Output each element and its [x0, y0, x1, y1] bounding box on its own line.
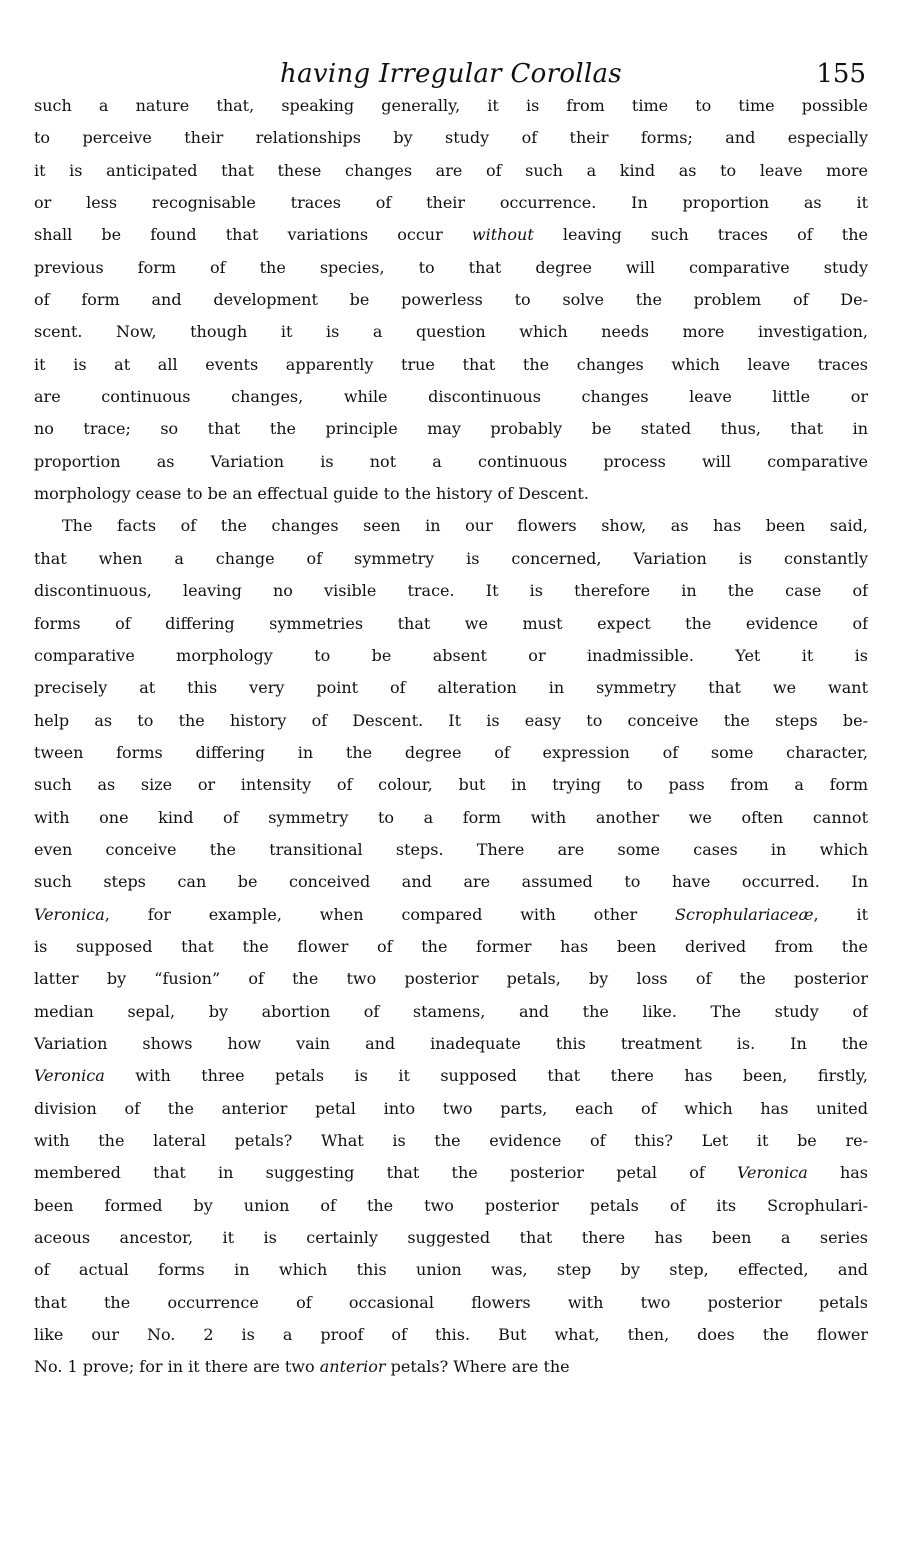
text-line	[34, 1325, 868, 1357]
text-line	[34, 96, 868, 128]
text-line	[34, 1260, 868, 1292]
italic-text: without	[471, 225, 534, 245]
text-run: with one kind of symmetry to a form with another we often cannot	[34, 807, 868, 827]
text-line	[34, 1131, 868, 1163]
text-run: shall be found that variations occur	[34, 225, 472, 245]
text-line	[34, 128, 868, 160]
text-line	[34, 905, 868, 937]
text-line	[34, 614, 868, 646]
text-line	[34, 161, 868, 193]
text-line	[34, 1066, 868, 1098]
text-line	[34, 646, 868, 678]
text-run: median sepal, by abortion of stamens, and the like. The study of	[34, 1001, 868, 1021]
text-run: tween forms differing in the degree of expression of some character,	[34, 742, 868, 762]
text-line	[34, 322, 868, 354]
text-line	[34, 516, 868, 548]
text-line	[34, 484, 868, 516]
text-line	[34, 678, 868, 710]
text-line	[34, 1163, 868, 1195]
text-line	[34, 290, 868, 322]
text-line	[34, 775, 868, 807]
text-run: with the lateral petals? What is the evidence of this? Let it be re-	[34, 1131, 868, 1150]
paragraph	[34, 96, 868, 516]
text-run: aceous ancestor, it is certainly suggested that there has been a series	[34, 1228, 868, 1248]
text-line	[34, 872, 868, 904]
text-line	[34, 1034, 868, 1066]
text-run: proportion as Variation is not a continuous process will comparative	[34, 451, 868, 471]
text-line	[34, 225, 868, 257]
text-line	[34, 840, 868, 872]
italic-text: Veronica	[34, 1066, 105, 1086]
text-line	[34, 1002, 868, 1034]
text-run: like our No. 2 is a proof of this. But what, then, does the flower	[34, 1325, 868, 1345]
text-line	[34, 1196, 868, 1228]
text-run: previous form of the species, to that degree will comparative study	[34, 257, 868, 277]
text-line	[34, 808, 868, 840]
italic-text: Veronica	[736, 1163, 808, 1183]
text-line	[34, 937, 868, 969]
text-run: latter by “fusion” of the two posterior petals, by loss of the posterior	[34, 969, 868, 989]
text-line	[34, 1357, 868, 1389]
text-run: No. 1 prove; for in it there are two	[34, 1357, 320, 1377]
text-run: comparative morphology to be absent or inadmissible. Yet it is	[34, 645, 868, 665]
page-header	[34, 58, 868, 94]
text-line	[34, 1228, 868, 1260]
italic-text: anterior	[319, 1357, 386, 1377]
text-run: discontinuous, leaving no visible trace. It is therefore in the case of	[34, 581, 868, 601]
text-run: leaving such traces of the	[533, 225, 868, 245]
text-run: such steps can be conceived and are assumed to have occurred. In	[34, 872, 868, 892]
text-line	[34, 1099, 868, 1131]
text-run: been formed by union of the two posterior petals of its Scrophulari-	[34, 1195, 868, 1215]
text-run: of form and development be powerless to solve the problem of De-	[34, 290, 868, 310]
text-line	[34, 193, 868, 225]
text-run: forms of differing symmetries that we must expect the evidence of	[34, 613, 868, 633]
text-run: to perceive their relationships by study of their forms; and especially	[34, 128, 868, 148]
text-line	[34, 355, 868, 387]
italic-text: Veronica	[34, 904, 105, 924]
text-run: even conceive the transitional steps. There are some cases in which	[34, 839, 868, 859]
text-run: with three petals is it supposed that there has been, firstly,	[104, 1066, 868, 1086]
text-run: morphology cease to be an effectual guide to the history of Descent.	[34, 484, 589, 504]
text-line	[34, 711, 868, 743]
text-run: Variation shows how vain and inadequate this treatment is. In the	[34, 1033, 868, 1053]
text-run: has	[807, 1163, 868, 1183]
text-run: are continuous changes, while discontinuous changes leave little or	[34, 387, 868, 407]
text-line	[34, 743, 868, 775]
page-number: 155	[816, 59, 866, 89]
text-run: is supposed that the flower of the former has been derived from the	[34, 936, 868, 956]
text-run: division of the anterior petal into two parts, each of which has united	[34, 1098, 868, 1118]
text-line	[34, 549, 868, 581]
text-line	[34, 969, 868, 1001]
text-line	[34, 419, 868, 451]
text-run: , for example, when compared with other	[104, 904, 676, 924]
text-line	[34, 452, 868, 484]
text-run: such as size or intensity of colour, but in trying to pass from a form	[34, 775, 868, 795]
book-page	[34, 58, 868, 1390]
text-run: of actual forms in which this union was, step by step, effected, and	[34, 1260, 868, 1280]
paragraph	[34, 516, 868, 1389]
text-run: petals? Where are the	[385, 1357, 570, 1377]
text-run: The facts of the changes seen in our flowers show, as has been said,	[62, 516, 868, 536]
text-run: it is anticipated that these changes are of such a kind as to leave more	[34, 160, 868, 180]
text-line	[34, 258, 868, 290]
text-run: help as to the history of Descent. It is easy to conceive the steps be-	[34, 710, 868, 730]
text-run: membered that in suggesting that the posterior petal of	[34, 1163, 737, 1183]
text-run: such a nature that, speaking generally, it is from time to time possible	[34, 96, 868, 115]
text-line	[34, 581, 868, 613]
text-run: that the occurrence of occasional flowers with two posterior petals	[34, 1292, 868, 1312]
text-run: no trace; so that the principle may probably be stated thus, that in	[34, 419, 868, 439]
text-run: scent. Now, though it is a question which needs more investigation,	[34, 322, 868, 342]
italic-text: Scrophulariaceæ	[675, 904, 814, 924]
text-run: or less recognisable traces of their occurrence. In proportion as it	[34, 193, 868, 213]
text-line	[34, 387, 868, 419]
text-run: it is at all events apparently true that the changes which leave traces	[34, 354, 868, 374]
text-run: that when a change of symmetry is concerned, Variation is constantly	[34, 548, 868, 568]
text-run: precisely at this very point of alteration in symmetry that we want	[34, 678, 868, 698]
text-run: , it	[813, 904, 868, 924]
running-title: having Irregular Corollas	[280, 59, 622, 89]
body-text	[34, 96, 868, 1390]
text-line	[34, 1293, 868, 1325]
